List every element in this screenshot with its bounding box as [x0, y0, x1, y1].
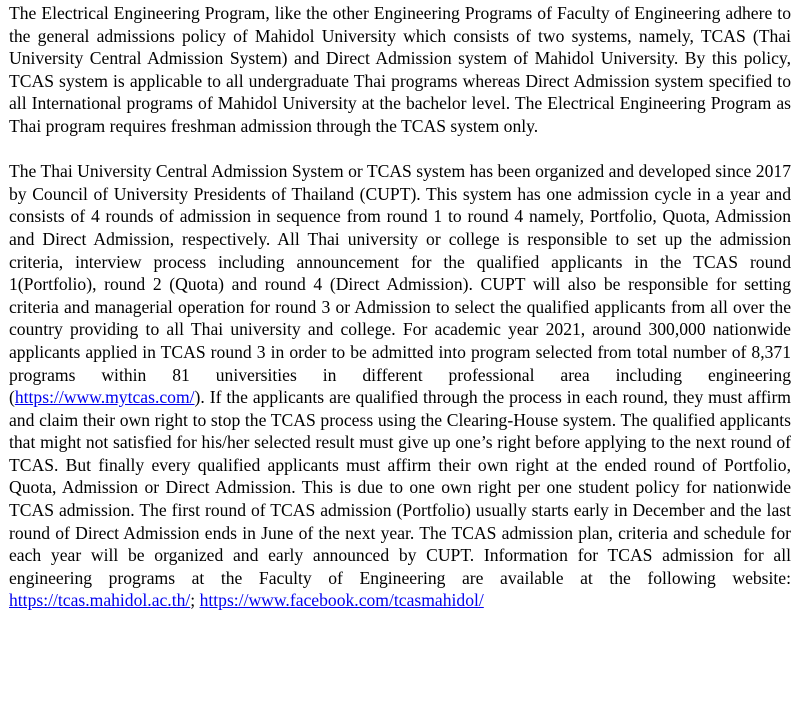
tcas-text-part-2: ). If the applicants are qualified through the process in each round, they must affirm and claim their own right to stop the TCAS process using the Clearing-House system. The qualified applicants that might not satisfied for his/her selected result must give up one’s right before applying to the next round of TCAS. But finally every qualified applicants must affirm their own right at the ended round of Portfolio, Quota, Admission or Direct Admission. This is due to one own right per one student policy for nationwide TCAS admission. The first round of TCAS admission (Portfolio) usually starts early in December and the last round of Direct Admission ends in June of the next year. The TCAS admission plan, criteria and schedule for each year will be organized and early announced by CUPT. Information for TCAS admission for all engineering programs at the Faculty of Engineering are available at the following website: — [9, 387, 791, 588]
link-separator: ; — [190, 590, 200, 611]
tcas-text-part-1: The Thai University Central Admission System or TCAS system has been organized and developed since 2017 by Council of University Presidents of Thailand (CUPT). This system has one admission cycle in a year and consists of 4 rounds of admission in sequence from round 1 to round 4 namely, Portfolio, Quota, Admission and Direct Admission, respectively. All Thai university or college is responsible to set up the admission criteria, interview process including announcement for the qualified applicants in the TCAS round 1(Portfolio), round 2 (Quota) and round 4 (Direct Admission). CUPT will also be responsible for setting criteria and managerial operation for round 3 or Admission to select the qualified applicants from all over the country providing to all Thai university and college. For academic year 2021, around 300,000 nationwide applicants applied in TCAS round 3 in order to be admitted into program selected from total number of 8,371 programs within 81 universities in different professional area including engineering ( — [9, 161, 791, 408]
tcas-facebook-link[interactable]: https://www.facebook.com/tcasmahidol/ — [199, 590, 484, 611]
mytcas-link[interactable]: https://www.mytcas.com/ — [14, 387, 195, 408]
tcas-mahidol-link[interactable]: https://tcas.mahidol.ac.th/ — [9, 590, 191, 611]
paragraph-tcas-system — [9, 160, 791, 612]
paragraph-admission-policy: The Electrical Engineering Program, like the other Engineering Programs of Faculty of Engineering adhere to the general admissions policy of Mahidol University which consists of two systems, namely, TCAS (Thai University Central Admission System) and Direct Admission system of Mahidol University. By this policy, TCAS system is applicable to all undergraduate Thai programs whereas Direct Admission system specified to all International programs of Mahidol University at the bachelor level. The Electrical Engineering Program as Thai program requires freshman admission through the TCAS system only. — [9, 3, 791, 136]
